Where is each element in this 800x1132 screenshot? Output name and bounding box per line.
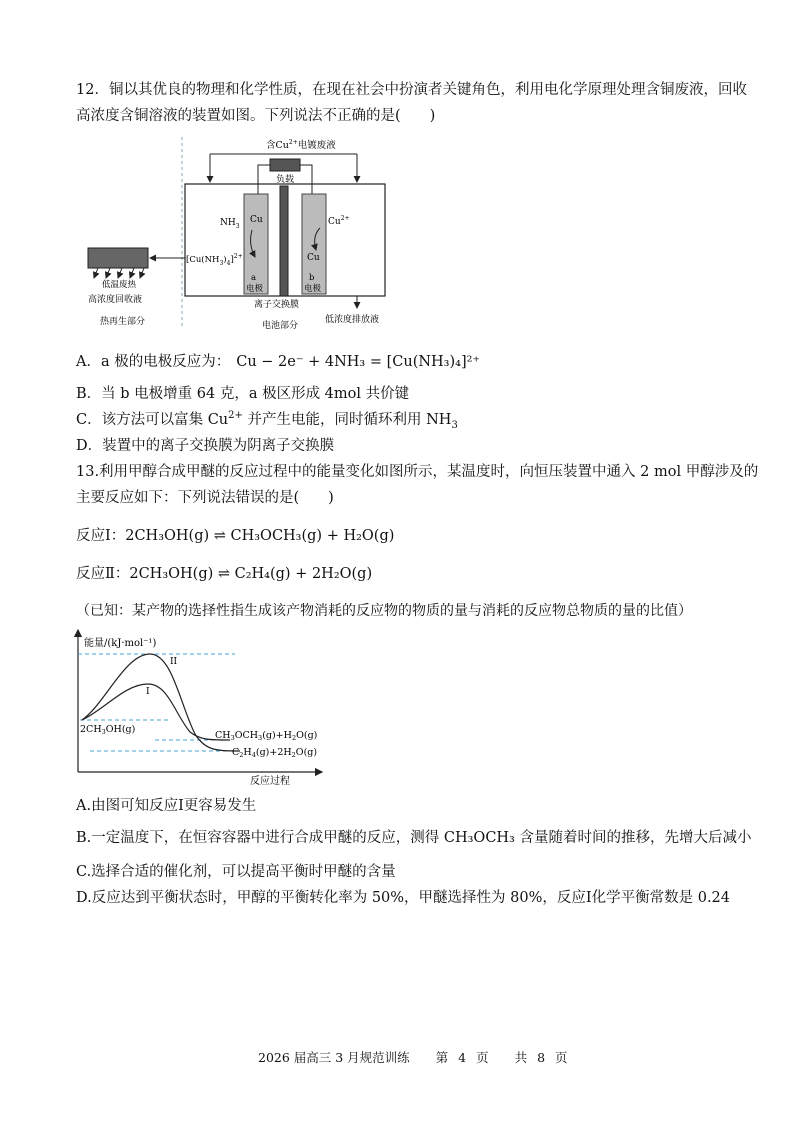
complex-label: $[Cu(NH_3)_4]^{2+}$ [186,253,243,267]
load-label: 负载 [276,175,295,185]
q13-note: （已知：某产物的选择性指生成该产物消耗的反应物的物质的量与消耗的反应物总物质的量的比值） [76,603,692,619]
low-conc-label: 低浓度排放液 [325,315,380,325]
q13-stem-line2: 主要反应如下：下列说法错误的是( ) [76,490,334,506]
q12-stem-line2: 高浓度含铜溶液的装置如图。下列说法不正确的是( ) [76,108,436,124]
low-temp-heat-label: 低温废热 [102,280,137,290]
y-axis-label: 能量/(kJ·mol⁻¹) [84,638,157,649]
high-conc-label: 高浓度回收液 [88,295,143,305]
x-axis-label: 反应过程 [250,776,290,786]
thermal-regen-unit [88,248,148,268]
membrane-label: 离子交换膜 [254,300,300,310]
q13-stem-line1: 13.利用甲醇合成甲醚的反应过程中的能量变化如图所示，某温度时，向恒压装置中通入 2 mol 甲醇涉及的 [76,464,759,480]
q13-option-d: D.反应达到平衡状态时，甲醇的平衡转化率为 50%，甲醚选择性为 80%，反应Ⅰ化学平衡常数是 0.24 [76,890,731,906]
curve-II-label: II [170,657,178,667]
b-electrode-label: 电极 [304,284,322,294]
q13-option-a: A.由图可知反应Ⅰ更容易发生 [76,798,257,814]
a-electrode-label: 电极 [246,284,264,294]
page-footer: 2026 届高三 3 月规范训练 第 4 页 共 8 页 [258,1050,568,1065]
nh3-label: $NH_3$ [220,218,240,230]
q13-reaction-2: 反应Ⅱ：2CH₃OH(g) ⇌ C₂H₄(g) + 2H₂O(g) [76,566,373,582]
fig-top-label: 含$Cu^{2+}$电镀废液 [266,139,336,151]
q12-apparatus-figure [80,132,500,332]
product1-label: $CH_3OCH_3(g)+H_2O(g)$ [215,730,318,742]
q13-energy-diagram [60,624,350,786]
electrode-b-cu: Cu [307,253,320,263]
battery-part-label: 电池部分 [262,321,299,331]
q13-reaction-1: 反应Ⅰ：2CH₃OH(g) ⇌ CH₃OCH₃(g) + H₂O(g) [76,528,395,544]
q13-option-b: B.一定温度下，在恒容容器中进行合成甲醚的反应，测得 CH₃OCH₃ 含量随着时间的推移，先增大后减小 [76,830,752,846]
q12-option-b: B．当 b 电极增重 64 克，a 极区形成 4mol 共价键 [76,386,410,402]
product2-label: $C_2H_4(g)+2H_2O(g)$ [232,747,318,759]
q12-option-a: A．a 极的电极反应为： Cu − 2e⁻ + 4NH₃ = [Cu(NH₃)₄]²⁺ [76,354,481,370]
q12-option-c: C．该方法可以富集 $Cu^{2+}$ 并产生电能，同时循环利用 $NH_3$ [76,410,458,431]
b-label: b [309,273,315,283]
ion-exchange-membrane [280,186,288,296]
thermal-regen-label: 热再生部分 [100,317,146,327]
a-label: a [251,273,257,283]
curve-I-label: I [146,687,150,697]
electrode-a-cu: Cu [250,215,263,225]
load-resistor [270,159,300,171]
q12-option-d: D．装置中的离子交换膜为阴离子交换膜 [76,438,335,454]
q13-option-c: C.选择合适的催化剂，可以提高平衡时甲醚的含量 [76,864,396,880]
cu2plus-label: $Cu^{2+}$ [328,215,350,227]
reactant-label: $2CH_3OH(g)$ [80,724,136,736]
q12-stem-line1: 12．铜以其优良的物理和化学性质，在现在社会中扮演者关键角色，利用电化学原理处理含铜废液，回收 [76,82,747,98]
